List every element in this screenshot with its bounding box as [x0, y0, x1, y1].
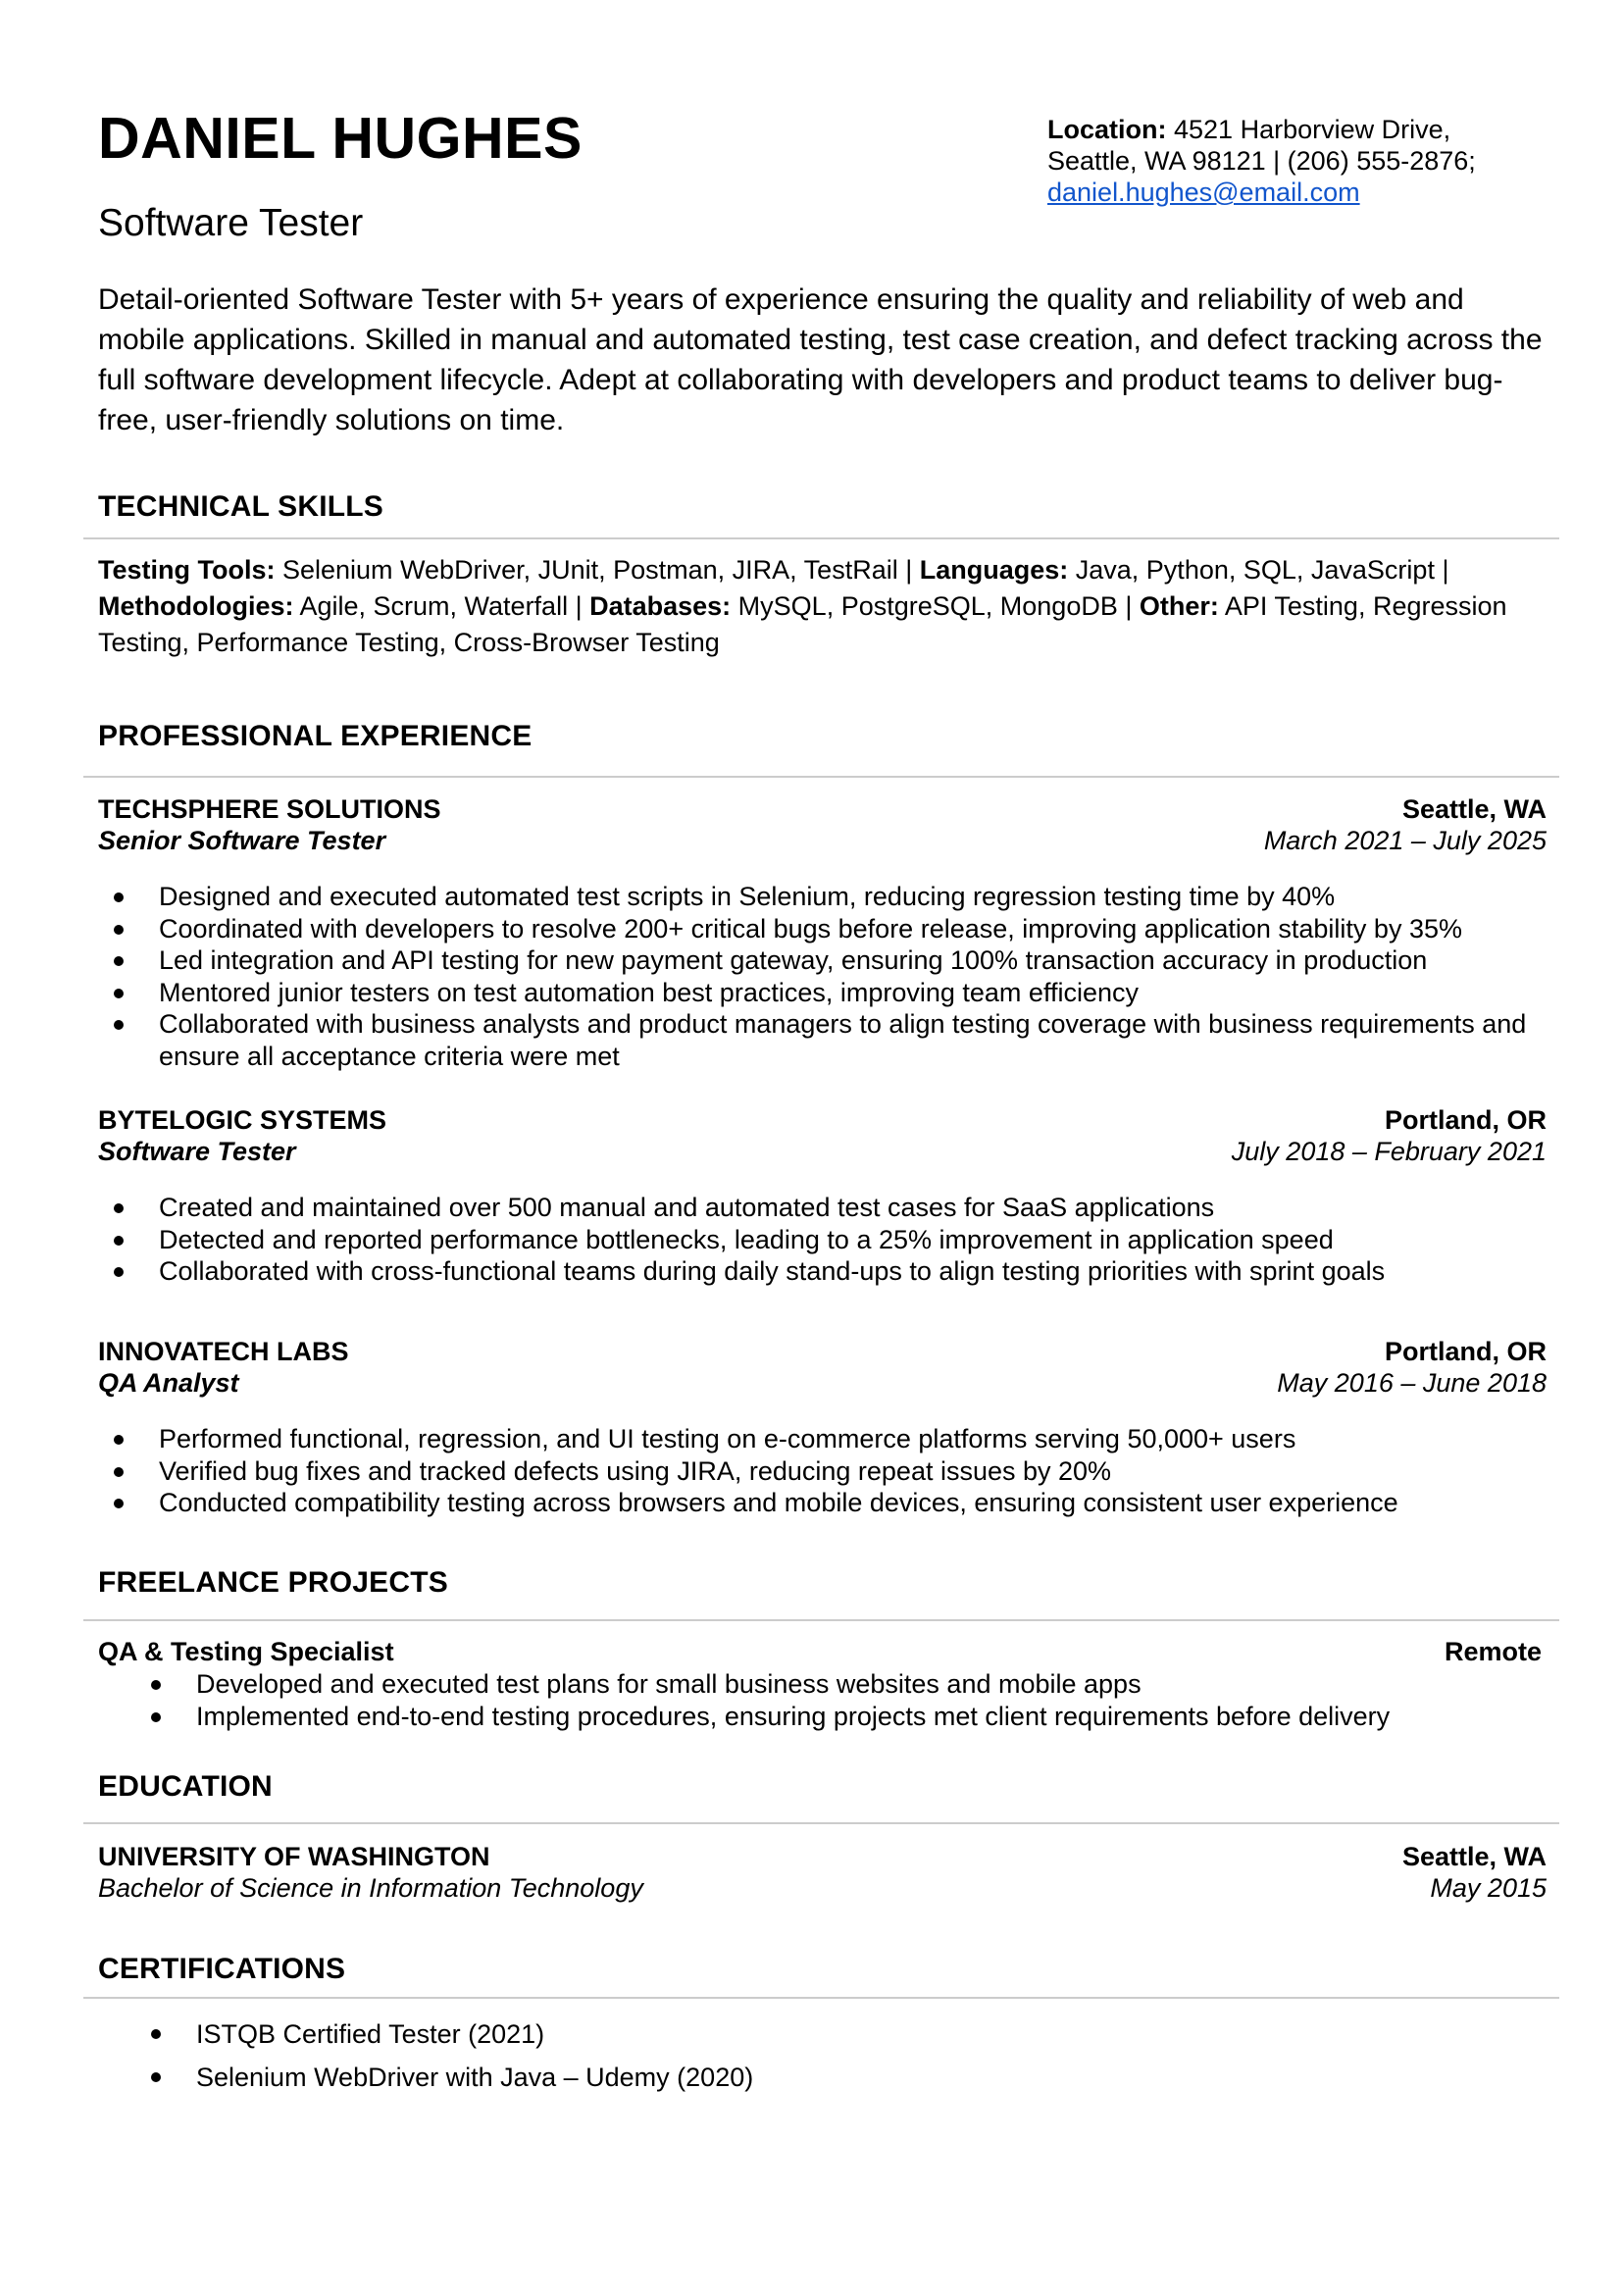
- freelance-header-row: [98, 1635, 1542, 1668]
- skill-label-languages: Languages:: [919, 555, 1069, 585]
- company-name: BYTELOGIC SYSTEMS: [98, 1105, 387, 1135]
- section-heading-education: EDUCATION: [98, 1770, 273, 1803]
- section-divider: [83, 1822, 1559, 1824]
- certification-list: [98, 2013, 1559, 2099]
- list-item: Designed and executed automated test scripts in Selenium, reducing regression testing time by 40%: [98, 881, 1559, 913]
- bullet-icon: [151, 1680, 161, 1690]
- list-item: Collaborated with business analysts and product managers to align testing coverage with business requirements and ensure all acceptance criteria were met: [98, 1008, 1559, 1072]
- job-dates: March 2021 – July 2025: [1263, 826, 1547, 855]
- email-link[interactable]: daniel.hughes@email.com: [1047, 178, 1360, 207]
- skill-value-databases: MySQL, PostgreSQL, MongoDB |: [731, 591, 1140, 621]
- freelance-location: Remote: [1444, 1637, 1542, 1666]
- skills-paragraph: [98, 552, 1559, 661]
- bullet-icon: [114, 925, 124, 935]
- skill-label-databases: Databases:: [589, 591, 732, 621]
- job-header-bytelogic: [98, 1103, 1547, 1137]
- job-role-row: [98, 1366, 1547, 1400]
- contact-block: [1047, 114, 1597, 208]
- location-address: 4521 Harborview Drive,: [1166, 115, 1451, 144]
- bullet-icon: [114, 1499, 124, 1508]
- bullet-icon: [151, 2072, 161, 2082]
- list-item: Performed functional, regression, and UI testing on e-commerce platforms serving 50,000+ users: [98, 1423, 1559, 1455]
- job-role: Senior Software Tester: [98, 826, 386, 855]
- job-location: Seattle, WA: [1401, 794, 1547, 824]
- job-location: Portland, OR: [1384, 1337, 1547, 1366]
- bullet-icon: [151, 2029, 161, 2039]
- job-location: Portland, OR: [1384, 1105, 1547, 1135]
- job-dates: May 2016 – June 2018: [1277, 1368, 1547, 1398]
- location-line: [1047, 114, 1597, 145]
- section-divider: [83, 537, 1559, 539]
- section-divider: [83, 1619, 1559, 1621]
- list-item: Created and maintained over 500 manual and automated test cases for SaaS applications: [98, 1192, 1559, 1224]
- job-bullets-innovatech: [98, 1423, 1559, 1519]
- bullet-icon: [114, 1020, 124, 1030]
- section-heading-experience: PROFESSIONAL EXPERIENCE: [98, 720, 533, 752]
- bullet-icon: [114, 1236, 124, 1246]
- section-heading-skills: TECHNICAL SKILLS: [98, 490, 383, 523]
- skill-value-languages: Java, Python, SQL, JavaScript |: [1068, 555, 1449, 585]
- job-dates: July 2018 – February 2021: [1231, 1137, 1547, 1166]
- list-item: Coordinated with developers to resolve 200+ critical bugs before release, improving application stability by 35%: [98, 913, 1559, 945]
- bullet-icon: [114, 989, 124, 998]
- job-role-row: [98, 824, 1547, 857]
- list-item: Mentored junior testers on test automation best practices, improving team efficiency: [98, 977, 1559, 1009]
- bullet-icon: [151, 1712, 161, 1722]
- candidate-name: DANIEL HUGHES: [98, 106, 583, 171]
- company-name: INNOVATECH LABS: [98, 1337, 349, 1366]
- list-item: Led integration and API testing for new payment gateway, ensuring 100% transaction accuracy in production: [98, 944, 1559, 977]
- job-header-innovatech: [98, 1335, 1547, 1368]
- skill-label-methodologies: Methodologies:: [98, 591, 294, 621]
- job-role-row: [98, 1135, 1547, 1168]
- job-bullets-bytelogic: [98, 1192, 1559, 1288]
- skill-value-other: API Testing, Regression Testing, Performance Testing, Cross-Browser Testing: [98, 591, 1507, 657]
- list-item: Developed and executed test plans for small business websites and mobile apps: [98, 1668, 1559, 1701]
- section-divider: [83, 776, 1559, 778]
- graduation-date: May 2015: [1430, 1873, 1547, 1903]
- list-item: ISTQB Certified Tester (2021): [98, 2013, 1559, 2056]
- list-item: Selenium WebDriver with Java – Udemy (2020): [98, 2056, 1559, 2099]
- bullet-icon: [114, 956, 124, 966]
- company-name: TECHSPHERE SOLUTIONS: [98, 794, 441, 824]
- skill-value-methodologies: Agile, Scrum, Waterfall |: [293, 591, 590, 621]
- candidate-title: Software Tester: [98, 202, 364, 244]
- summary-paragraph: Detail-oriented Software Tester with 5+ years of experience ensuring the quality and reliability of web and mobile applications. Skilled in manual and automated testing, test case creation, and defect tracking across the full software development lifecycle. Adept at collaborating with developers and product teams to deliver bug-free, user-friendly solutions on time.: [98, 283, 1543, 436]
- bullet-icon: [114, 1267, 124, 1277]
- list-item: Verified bug fixes and tracked defects using JIRA, reducing repeat issues by 20%: [98, 1455, 1559, 1488]
- skill-label-testing-tools: Testing Tools:: [98, 555, 276, 585]
- location-label: Location:: [1047, 115, 1167, 144]
- list-item: Conducted compatibility testing across browsers and mobile devices, ensuring consistent user experience: [98, 1487, 1559, 1519]
- bullet-icon: [114, 1467, 124, 1477]
- job-role: Software Tester: [98, 1137, 296, 1166]
- freelance-role: QA & Testing Specialist: [98, 1637, 394, 1666]
- education-header-row: [98, 1840, 1547, 1873]
- bullet-icon: [114, 1203, 124, 1213]
- section-divider: [83, 1997, 1559, 1999]
- job-header-techsphere: [98, 792, 1547, 826]
- section-heading-freelance: FREELANCE PROJECTS: [98, 1566, 448, 1599]
- freelance-bullets: [98, 1668, 1559, 1732]
- school-name: UNIVERSITY OF WASHINGTON: [98, 1842, 490, 1871]
- list-item: Detected and reported performance bottlenecks, leading to a 25% improvement in application speed: [98, 1224, 1559, 1256]
- bullet-icon: [114, 1435, 124, 1445]
- skill-label-other: Other:: [1139, 591, 1219, 621]
- list-item: Implemented end-to-end testing procedures, ensuring projects met client requirements before delivery: [98, 1701, 1559, 1733]
- job-role: QA Analyst: [98, 1368, 239, 1398]
- bullet-icon: [114, 892, 124, 902]
- school-location: Seattle, WA: [1401, 1842, 1547, 1871]
- degree: Bachelor of Science in Information Technology: [98, 1873, 643, 1903]
- city-phone-line: Seattle, WA 98121 | (206) 555-2876;: [1047, 146, 1476, 176]
- section-heading-certifications: CERTIFICATIONS: [98, 1953, 346, 1985]
- education-degree-row: [98, 1871, 1547, 1905]
- skill-value-testing-tools: Selenium WebDriver, JUnit, Postman, JIRA, TestRail |: [275, 555, 920, 585]
- job-bullets-techsphere: [98, 881, 1559, 1072]
- list-item: Collaborated with cross-functional teams during daily stand-ups to align testing priorities with sprint goals: [98, 1255, 1559, 1288]
